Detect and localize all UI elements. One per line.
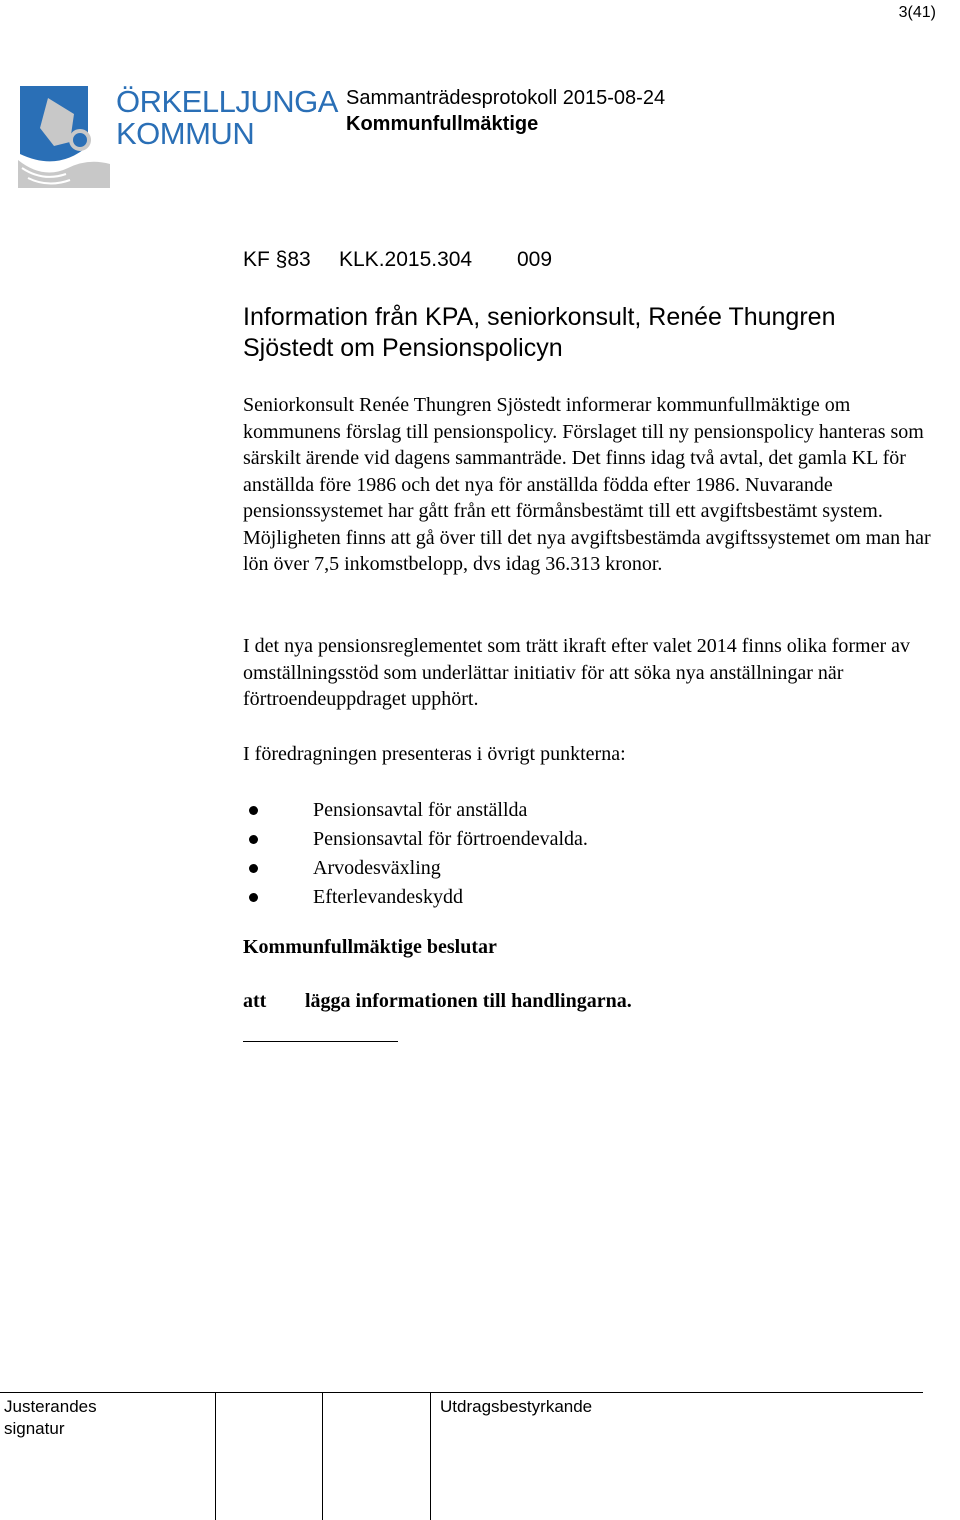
signature-label-line1: Justerandes (4, 1397, 97, 1416)
case-code: 009 (517, 248, 553, 271)
bullet-icon (249, 806, 258, 815)
list-item-text: Pensionsavtal för anställda (313, 799, 528, 821)
signature-box-divider (430, 1393, 431, 1520)
bullet-icon (249, 835, 258, 844)
paragraph-3: I föredragningen presenteras i övrigt punkterna: (243, 743, 626, 765)
document-subtitle: Kommunfullmäktige (346, 113, 539, 135)
decision-prefix: att (243, 990, 267, 1012)
section-heading: Information från KPA, seniorkonsult, Renée Thungren Sjöstedt om Pensionspolicyn (243, 303, 836, 362)
paragraph-1: Seniorkonsult Renée Thungren Sjöstedt informerar kommunfullmäktige om kommunens förslag till pensionspolicy. Förslaget till ny pensionspolicy hanteras som särskilt ärende vid dagens sammanträde. Det finns idag två avtal, det gamla KL för anställda före 1986 och det nya för anställda födda efter 1986. Nuvarande pensionssystemet har gått från ett förmånsbestämt till ett avgiftsbestämt system. Möjligheten finns att gå över till det nya avgiftsbestämda avgiftssystemet om man har lön över 7,5 inkomstbelopp, dvs idag 36.313 kronor. (243, 394, 931, 575)
footer-divider (0, 1392, 923, 1393)
bullet-icon (249, 864, 258, 873)
list-item-text: Efterlevandeskydd (313, 886, 463, 908)
case-dnr: KLK.2015.304 (339, 248, 473, 271)
bullet-list (243, 796, 588, 912)
org-name (116, 86, 338, 150)
org-name-line2: KOMMUN (116, 116, 255, 151)
document-title: Sammanträdesprotokoll 2015-08-24 (346, 87, 666, 109)
signature-label (4, 1396, 97, 1440)
bullet-icon (249, 893, 258, 902)
decision-divider (243, 1041, 398, 1042)
signature-box-divider (322, 1393, 323, 1520)
list-item-text: Pensionsavtal för förtroendevalda. (313, 828, 588, 850)
list-item (243, 825, 588, 854)
paragraph-2: I det nya pensionsreglementet som trätt ikraft efter valet 2014 finns olika former av omställningsstöd som underlättar initiativ för att söka nya anställningar när förtroendeuppdraget upphört. (243, 635, 911, 710)
signature-label-line2: signatur (4, 1419, 65, 1438)
certification-label: Utdragsbestyrkande (440, 1397, 593, 1416)
kommun-logo-icon (18, 84, 118, 194)
list-item (243, 796, 588, 825)
org-name-line1: ÖRKELLJUNGA (116, 84, 338, 119)
signature-box-divider (215, 1393, 216, 1520)
page-number: 3(41) (898, 4, 936, 21)
list-item (243, 854, 588, 883)
decision-body: lägga informationen till handlingarna. (305, 990, 632, 1012)
case-reference (243, 248, 552, 272)
case-paragraph: KF §83 (243, 248, 311, 271)
decision-text (243, 990, 632, 1013)
decision-heading: Kommunfullmäktige beslutar (243, 936, 497, 958)
list-item-text: Arvodesväxling (313, 857, 441, 879)
list-item (243, 883, 588, 912)
